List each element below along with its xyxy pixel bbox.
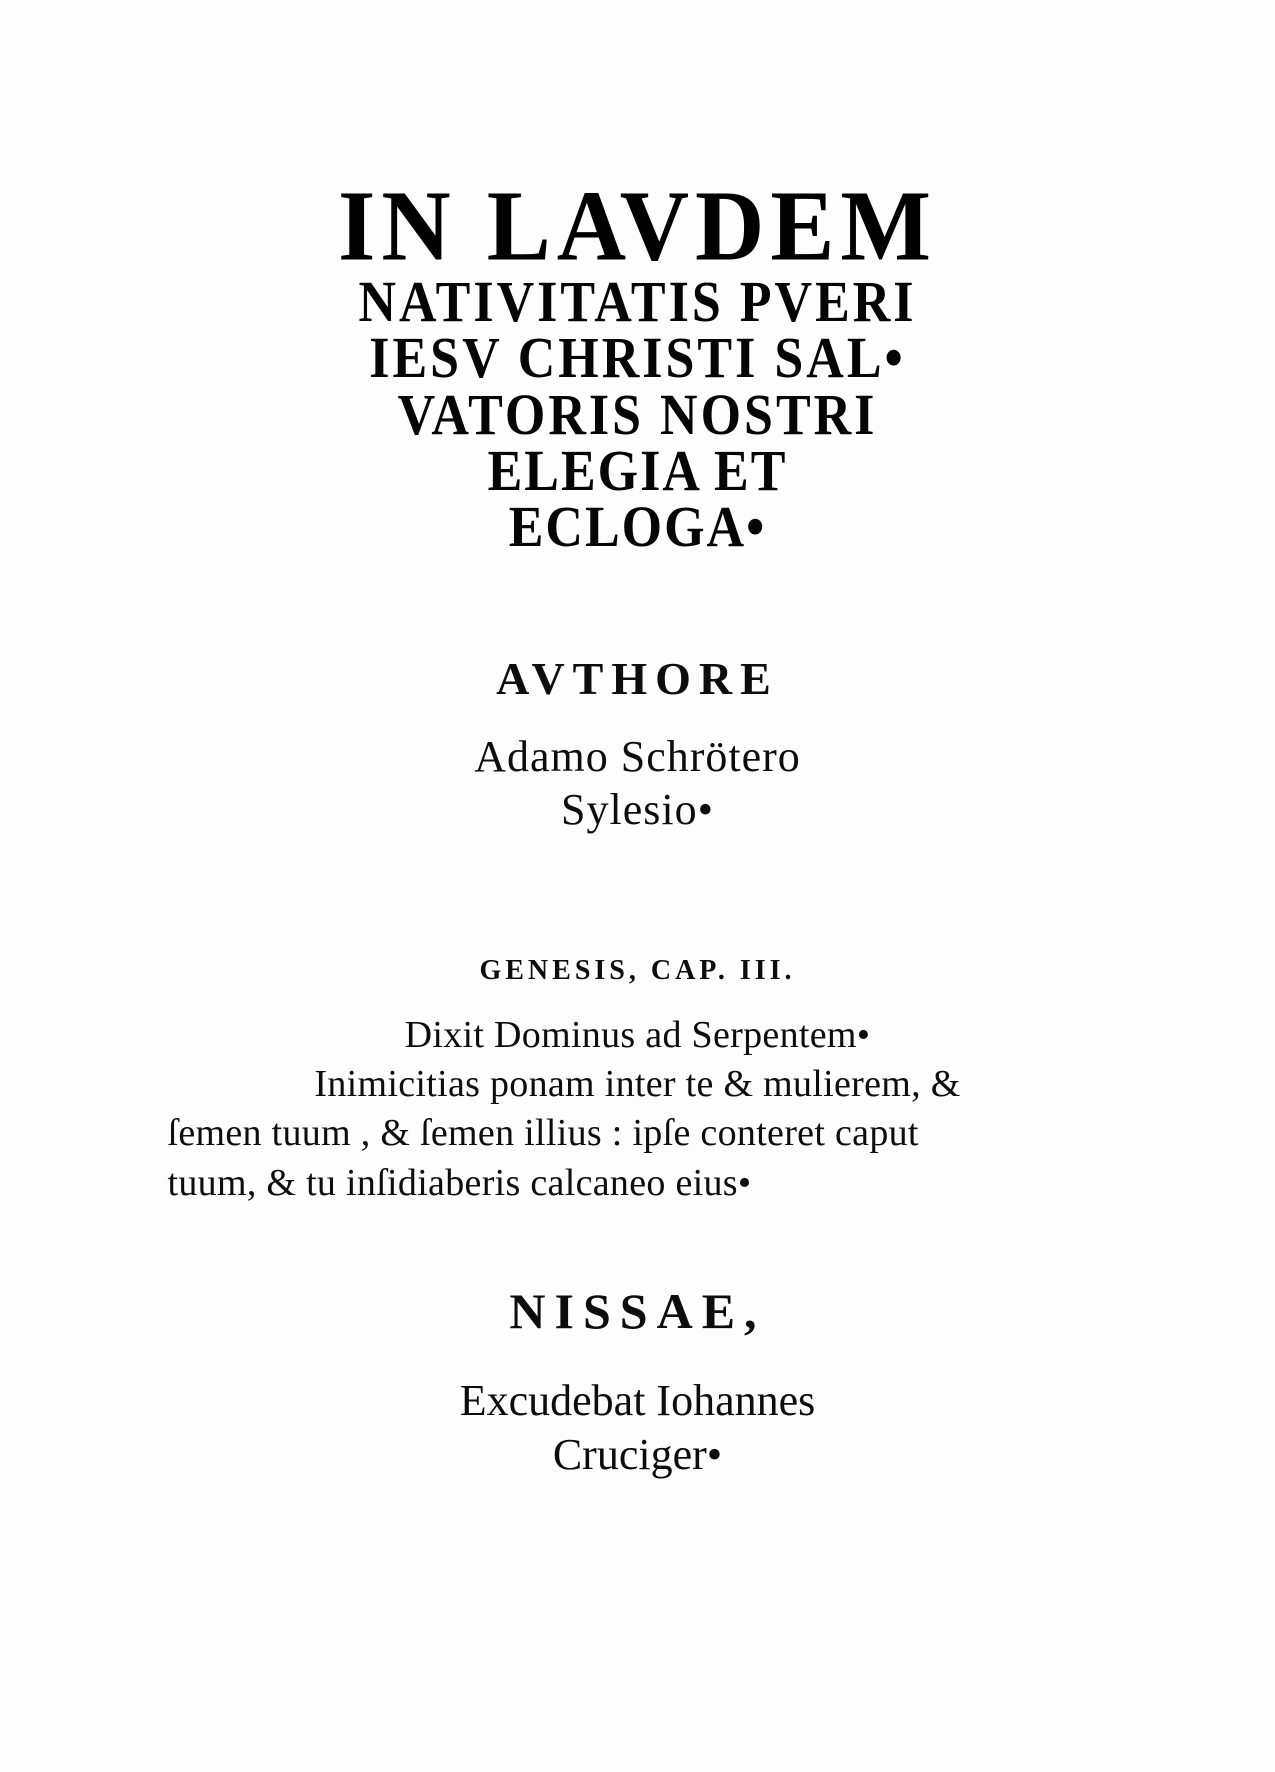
scripture-line: Inimicitias ponam inter te & mulierem, & (314, 1062, 961, 1105)
scripture-line: tuum, & tu inſidiaberis calcaneo eius• (167, 1161, 752, 1204)
author-heading: AVTHORE (496, 652, 779, 704)
title-line-1: IN LAVDEM (338, 169, 937, 282)
title-line-3: IESV CHRISTI SAL• (369, 326, 906, 391)
imprint-printer-line-2: Cruciger• (552, 1429, 723, 1479)
scripture-heading: GENESIS, CAP. III. (479, 954, 796, 986)
imprint-printer (0, 1374, 1275, 1481)
title-line-6: ECLOGA• (508, 495, 767, 560)
author-name-line-1: Adamo Schrötero (474, 731, 801, 781)
author-name-line-2: Sylesio• (561, 784, 714, 834)
title-line-2: NATIVITATIS PVERI (358, 270, 917, 335)
imprint-city: NISSAE, (509, 1283, 766, 1340)
scripture-quote (168, 1011, 1108, 1209)
imprint-printer-line-1: Excudebat Iohannes (459, 1376, 816, 1426)
title-line-4: VATORIS NOSTRI (397, 383, 878, 447)
author-name (0, 731, 1275, 837)
scripture-line: ſemen tuum , & ſemen illius : ipſe conteret caput (167, 1112, 919, 1155)
scripture-line: Dixit Dominus ad Serpentem• (404, 1013, 871, 1056)
title-block (0, 0, 1275, 560)
title-line-5: ELEGIA ET (487, 439, 788, 504)
